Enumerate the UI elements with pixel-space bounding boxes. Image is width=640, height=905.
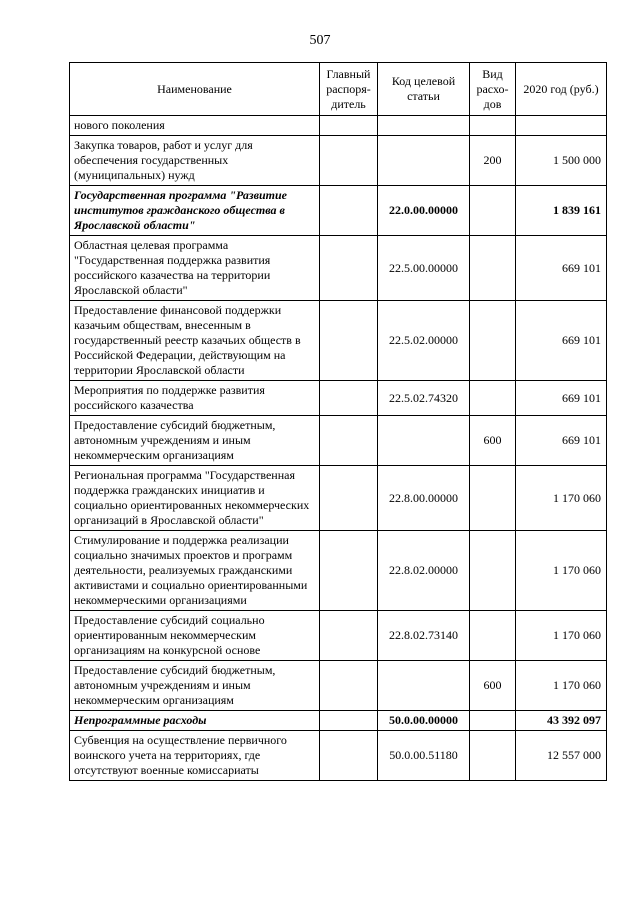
row-amount: 1 170 060 (516, 611, 607, 661)
row-expense-type (470, 731, 516, 781)
header-main-manager: Главный распоря-дитель (320, 63, 378, 116)
row-target-code: 50.0.00.00000 (378, 711, 470, 731)
row-main-manager (320, 381, 378, 416)
table-row (70, 731, 607, 781)
row-amount: 43 392 097 (516, 711, 607, 731)
row-target-code: 22.8.02.73140 (378, 611, 470, 661)
row-target-code: 22.5.02.00000 (378, 301, 470, 381)
row-amount: 669 101 (516, 301, 607, 381)
row-target-code (378, 661, 470, 711)
row-target-code (378, 416, 470, 466)
header-name: Наименование (70, 63, 320, 116)
row-expense-type (470, 116, 516, 136)
header-target-code: Код целевой статьи (378, 63, 470, 116)
row-expense-type (470, 301, 516, 381)
table-row (70, 531, 607, 611)
row-amount (516, 116, 607, 136)
row-expense-type (470, 186, 516, 236)
row-name: Государственная программа "Развитие институтов гражданского общества в Ярославской области" (70, 186, 320, 236)
row-name: Региональная программа "Государственная поддержка гражданских инициатив и социально ориентированных некоммерческих организаций в Ярославской области" (70, 466, 320, 531)
row-expense-type (470, 711, 516, 731)
row-expense-type (470, 531, 516, 611)
row-target-code: 22.0.00.00000 (378, 186, 470, 236)
row-amount: 12 557 000 (516, 731, 607, 781)
row-target-code (378, 116, 470, 136)
table-row (70, 381, 607, 416)
row-main-manager (320, 731, 378, 781)
row-name: Непрограммные расходы (70, 711, 320, 731)
row-main-manager (320, 116, 378, 136)
row-name: Стимулирование и поддержка реализации социально значимых проектов и программ деятельности, реализуемых гражданскими активистами и социально ориентированными некоммерческими организациями (70, 531, 320, 611)
budget-table (69, 62, 607, 781)
row-main-manager (320, 661, 378, 711)
table-row (70, 186, 607, 236)
row-name: Предоставление субсидий социально ориентированным некоммерческим организациям на конкурсной основе (70, 611, 320, 661)
page-number: 507 (309, 33, 331, 48)
table-row (70, 416, 607, 466)
row-expense-type: 600 (470, 661, 516, 711)
table-row (70, 611, 607, 661)
row-expense-type: 200 (470, 136, 516, 186)
header-amount: 2020 год (руб.) (516, 63, 607, 116)
row-expense-type (470, 381, 516, 416)
row-main-manager (320, 301, 378, 381)
row-name: Закупка товаров, работ и услуг для обеспечения государственных (муниципальных) нужд (70, 136, 320, 186)
table-body (70, 116, 607, 781)
row-amount: 1 500 000 (516, 136, 607, 186)
row-amount: 1 839 161 (516, 186, 607, 236)
row-amount: 1 170 060 (516, 466, 607, 531)
row-main-manager (320, 711, 378, 731)
table-row (70, 301, 607, 381)
row-main-manager (320, 236, 378, 301)
table-row (70, 711, 607, 731)
row-main-manager (320, 136, 378, 186)
row-target-code: 50.0.00.51180 (378, 731, 470, 781)
row-main-manager (320, 416, 378, 466)
row-main-manager (320, 531, 378, 611)
table-row (70, 661, 607, 711)
table-row (70, 236, 607, 301)
row-amount: 1 170 060 (516, 661, 607, 711)
row-amount: 669 101 (516, 381, 607, 416)
row-target-code: 22.8.00.00000 (378, 466, 470, 531)
row-main-manager (320, 466, 378, 531)
row-target-code: 22.5.02.74320 (378, 381, 470, 416)
table-row (70, 466, 607, 531)
table-header-row (70, 63, 607, 116)
table-row (70, 116, 607, 136)
row-name: Мероприятия по поддержке развития российского казачества (70, 381, 320, 416)
row-expense-type: 600 (470, 416, 516, 466)
row-name: Предоставление финансовой поддержки казачьим обществам, внесенным в государственный реестр казачьих обществ в Российской Федерации, действующим на территории Ярославской области (70, 301, 320, 381)
row-expense-type (470, 236, 516, 301)
row-name: Предоставление субсидий бюджетным, автономным учреждениям и иным некоммерческим организациям (70, 416, 320, 466)
table-row (70, 136, 607, 186)
row-target-code (378, 136, 470, 186)
row-target-code: 22.5.00.00000 (378, 236, 470, 301)
row-name: нового поколения (70, 116, 320, 136)
header-expense-type: Вид расхо-дов (470, 63, 516, 116)
row-name: Предоставление субсидий бюджетным, автономным учреждениям и иным некоммерческим организациям (70, 661, 320, 711)
row-amount: 1 170 060 (516, 531, 607, 611)
row-name: Областная целевая программа "Государственная поддержка развития российского казачества на территории Ярославской области" (70, 236, 320, 301)
row-amount: 669 101 (516, 236, 607, 301)
row-expense-type (470, 611, 516, 661)
row-main-manager (320, 186, 378, 236)
row-main-manager (320, 611, 378, 661)
row-amount: 669 101 (516, 416, 607, 466)
row-target-code: 22.8.02.00000 (378, 531, 470, 611)
row-expense-type (470, 466, 516, 531)
row-name: Субвенция на осуществление первичного воинского учета на территориях, где отсутствуют военные комиссариаты (70, 731, 320, 781)
